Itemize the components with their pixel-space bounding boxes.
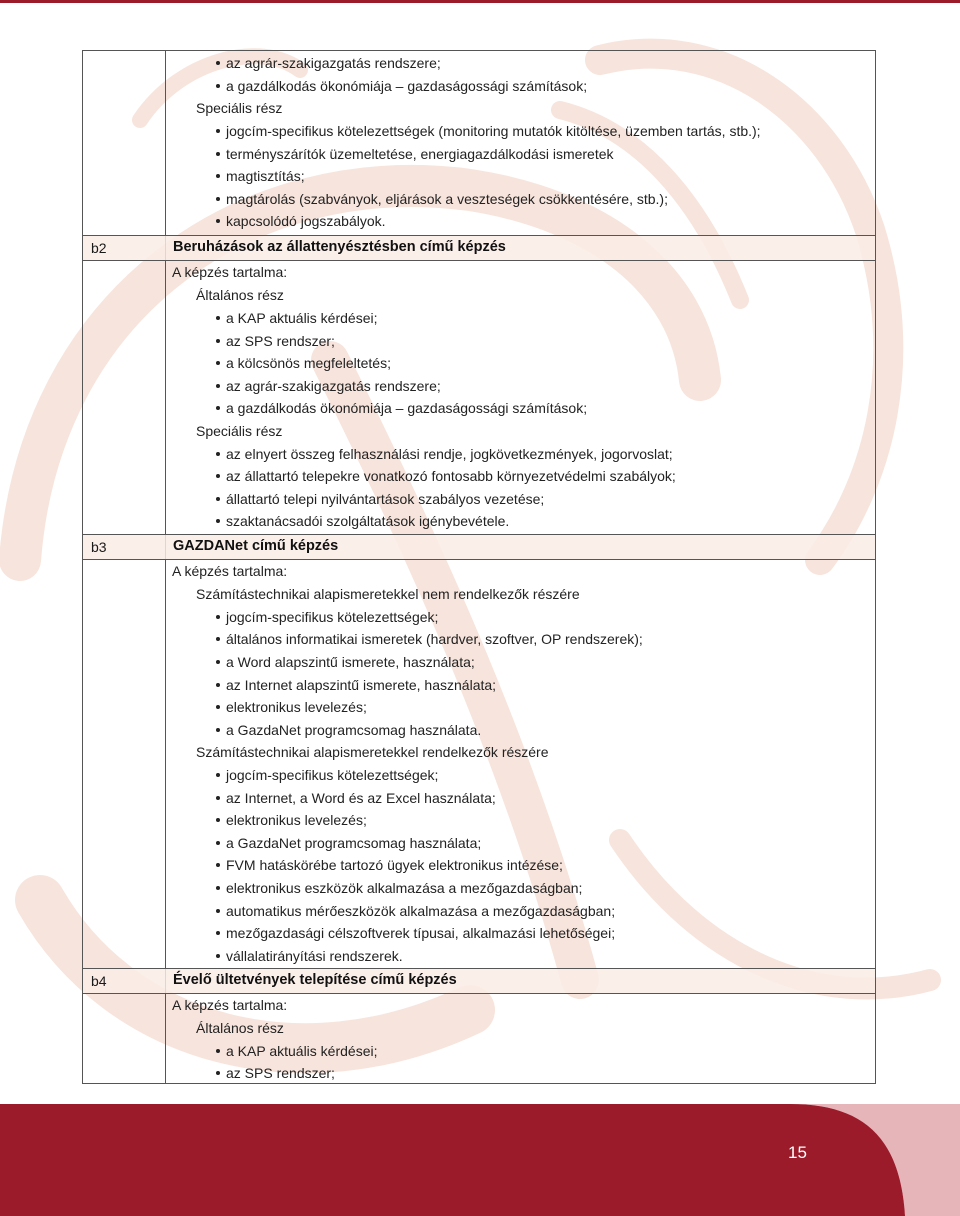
section-title: Beruházások az állattenyésztésben című képzés	[173, 239, 506, 255]
list-item: vállalatirányítási rendszerek.	[216, 945, 403, 967]
list-item: az SPS rendszer;	[216, 330, 335, 352]
section-code: b4	[91, 973, 107, 989]
section-title: GAZDANet című képzés	[173, 538, 339, 554]
list-item: az agrár-szakigazgatás rendszere;	[216, 375, 441, 397]
list-item: a gazdálkodás ökonómiája – gazdaságossági számítások;	[216, 75, 587, 97]
column-divider	[165, 51, 166, 1083]
list-item: a gazdálkodás ökonómiája – gazdaságossági számítások;	[216, 397, 587, 419]
list-item: terményszárítók üzemeltetése, energiagazdálkodási ismeretek	[216, 143, 614, 165]
list-item: a kölcsönös megfeleltetés;	[216, 352, 391, 374]
content-label: A képzés tartalma:	[172, 563, 288, 579]
list-item: a GazdaNet programcsomag használata.	[216, 719, 481, 741]
subsection-label: Általános rész	[196, 287, 284, 303]
list-item: elektronikus levelezés;	[216, 809, 367, 831]
list-item: az agrár-szakigazgatás rendszere;	[216, 52, 441, 74]
list-item: állattartó telepi nyilvántartások szabályos vezetése;	[216, 488, 544, 510]
list-item: az állattartó telepekre vonatkozó fontosabb környezetvédelmi szabályok;	[216, 465, 676, 487]
list-item: a Word alapszintű ismerete, használata;	[216, 651, 475, 673]
section-header-b2	[83, 235, 875, 261]
subsection-label: Speciális rész	[196, 100, 283, 116]
subsection-label: Számítástechnikai alapismeretekkel rendelkezők részére	[196, 744, 549, 760]
section-header-b4	[83, 968, 875, 994]
training-content-table	[82, 50, 876, 1084]
list-item: általános informatikai ismeretek (hardver, szoftver, OP rendszerek);	[216, 628, 643, 650]
list-item: az Internet, a Word és az Excel használata;	[216, 787, 496, 809]
list-item: jogcím-specifikus kötelezettségek;	[216, 764, 438, 786]
section-code: b2	[91, 240, 107, 256]
list-item: a KAP aktuális kérdései;	[216, 307, 378, 329]
list-item: magtisztítás;	[216, 165, 305, 187]
list-item: magtárolás (szabványok, eljárások a veszteségek csökkentésére, stb.);	[216, 188, 668, 210]
list-item: a KAP aktuális kérdései;	[216, 1040, 378, 1062]
list-item: az Internet alapszintű ismerete, használata;	[216, 674, 496, 696]
list-item: automatikus mérőeszközök alkalmazása a mezőgazdaságban;	[216, 900, 615, 922]
section-header-b3	[83, 534, 875, 560]
list-item: az elnyert összeg felhasználási rendje, jogkövetkezmények, jogorvoslat;	[216, 443, 673, 465]
subsection-label: Speciális rész	[196, 423, 283, 439]
section-title: Évelő ültetvények telepítése című képzés	[173, 972, 457, 988]
subsection-label: Általános rész	[196, 1020, 284, 1036]
list-item: szaktanácsadói szolgáltatások igénybevétele.	[216, 510, 509, 532]
section-code: b3	[91, 539, 107, 555]
list-item: mezőgazdasági célszoftverek típusai, alkalmazási lehetőségei;	[216, 922, 615, 944]
list-item: FVM hatáskörébe tartozó ügyek elektronikus intézése;	[216, 854, 563, 876]
page-number: 15	[788, 1143, 807, 1162]
list-item: elektronikus eszközök alkalmazása a mezőgazdaságban;	[216, 877, 582, 899]
list-item: jogcím-specifikus kötelezettségek (monitoring mutatók kitöltése, üzemben tartás, stb.);	[216, 120, 761, 142]
content-label: A képzés tartalma:	[172, 997, 288, 1013]
subsection-label: Számítástechnikai alapismeretekkel nem rendelkezők részére	[196, 586, 580, 602]
list-item: az SPS rendszer;	[216, 1062, 335, 1084]
top-rule	[0, 0, 960, 3]
list-item: kapcsolódó jogszabályok.	[216, 210, 386, 232]
list-item: elektronikus levelezés;	[216, 696, 367, 718]
list-item: jogcím-specifikus kötelezettségek;	[216, 606, 438, 628]
list-item: a GazdaNet programcsomag használata;	[216, 832, 481, 854]
content-label: A képzés tartalma:	[172, 264, 288, 280]
footer-band	[0, 1104, 960, 1216]
